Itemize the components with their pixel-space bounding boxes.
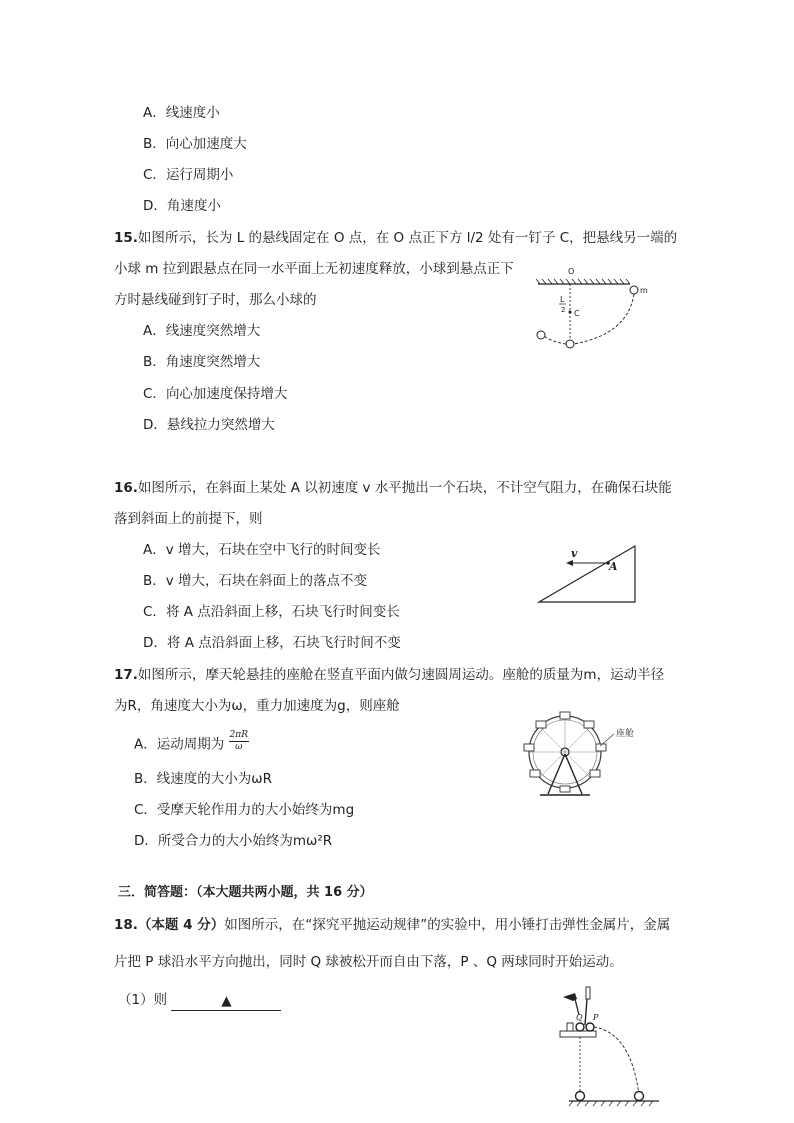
q16-fig-label-v: v [571, 547, 578, 560]
q16-option-b: B．v 增大，石块在斜面上的落点不变 [143, 573, 368, 589]
q15-ball-start [630, 286, 638, 294]
q18-apparatus-figure [555, 985, 665, 1110]
q18-stem-line2: 片把 P 球沿水平方向抛出，同时 Q 球被松开而自由下落，P 、Q 两球同时开始运动。 [114, 954, 623, 970]
q15-fig-label-m: m [640, 286, 648, 295]
q15-option-c: C．向心加速度保持增大 [143, 386, 288, 402]
q15-nail-c [569, 311, 572, 314]
q18-sub1-answer-blank[interactable]: ▲ [171, 992, 281, 1011]
q18-sub1: （1）则 ▲ [118, 991, 281, 1010]
q15-ball-side [537, 331, 545, 339]
q17-option-b: B．线速度的大小为ωR [134, 771, 272, 787]
q17-option-d: D．所受合力的大小始终为mω²R [134, 833, 333, 849]
q16-incline-figure [535, 540, 645, 606]
q15-stem-line3: 方时悬线碰到钉子时，那么小球的 [114, 292, 317, 308]
q15-option-d: D．悬线拉力突然增大 [143, 417, 275, 433]
q16-option-a: A．v 增大，石块在空中飞行的时间变长 [143, 542, 381, 558]
q17-period-fraction: $\frac{2\pi R}{\omega}$ [229, 730, 248, 752]
q18-ball-q [576, 1023, 584, 1031]
q15-stem-line2: 小球 m 拉到跟悬点在同一水平面上无初速度释放，小球到悬点正下 [114, 261, 514, 277]
q17-option-a: A．运动周期为 $\frac{2\pi R}{\omega}$ [134, 730, 248, 753]
q16-stem-line1: 16.如图所示，在斜面上某处 A 以初速度 v 水平抛出一个石块，不计空气阻力，在确保石块能 [114, 480, 672, 496]
q14-option-b: B．向心加速度大 [143, 136, 247, 152]
q18-ball-p-landed [635, 1092, 644, 1101]
q15-option-b: B．角速度突然增大 [143, 354, 261, 370]
q17-stem-line2: 为R，角速度大小为ω，重力加速度为g，则座舱 [114, 698, 400, 714]
q16-option-c: C．将 A 点沿斜面上移，石块飞行时间变长 [143, 604, 400, 620]
q15-fig-label-two: 2 [561, 306, 566, 314]
q14-option-c: C．运行周期小 [143, 167, 234, 183]
q15-option-a: A．线速度突然增大 [143, 323, 261, 339]
q17-ferris-wheel-figure [520, 708, 655, 800]
q18-stem-line1: 18.（本题 4 分）如图所示，在“探究平抛运动规律”的实验中，用小锤打击弹性金属片，金属 [114, 917, 671, 933]
q17-option-c: C．受摩天轮作用力的大小始终为mg [134, 802, 355, 818]
q16-option-d: D．将 A 点沿斜面上移，石块飞行时间不变 [143, 635, 401, 651]
section-3-title: 三．简答题：（本大题共两小题，共 16 分） [118, 885, 373, 900]
q18-fig-label-p: P [593, 1013, 599, 1022]
q18-fig-label-q: Q [576, 1013, 583, 1022]
q18-ball-p [586, 1023, 594, 1031]
q17-stem-line1: 17.如图所示，摩天轮悬挂的座舱在竖直平面内做匀速圆周运动。座舱的质量为m，运动半径 [114, 667, 665, 683]
q16-fig-label-a: A [609, 560, 618, 573]
q18-ball-q-landed [576, 1092, 585, 1101]
q17-fig-label-cabin: 座舱 [616, 729, 635, 739]
q14-option-a: A．线速度小 [143, 105, 220, 121]
q15-pendulum-figure [530, 262, 660, 352]
q15-stem-line1: 15.如图所示，长为 L 的悬线固定在 O 点，在 O 点正下方 l/2 处有一钉子 C，把悬线另一端的 [114, 230, 678, 246]
q15-fig-label-o: O [568, 267, 575, 276]
q15-ball-bottom [566, 340, 574, 348]
q15-fig-label-c: C [574, 309, 580, 318]
q14-option-d: D．角速度小 [143, 198, 221, 214]
q15-fig-label-l: L [560, 295, 565, 304]
q16-stem-line2: 落到斜面上的前提下，则 [114, 511, 263, 527]
